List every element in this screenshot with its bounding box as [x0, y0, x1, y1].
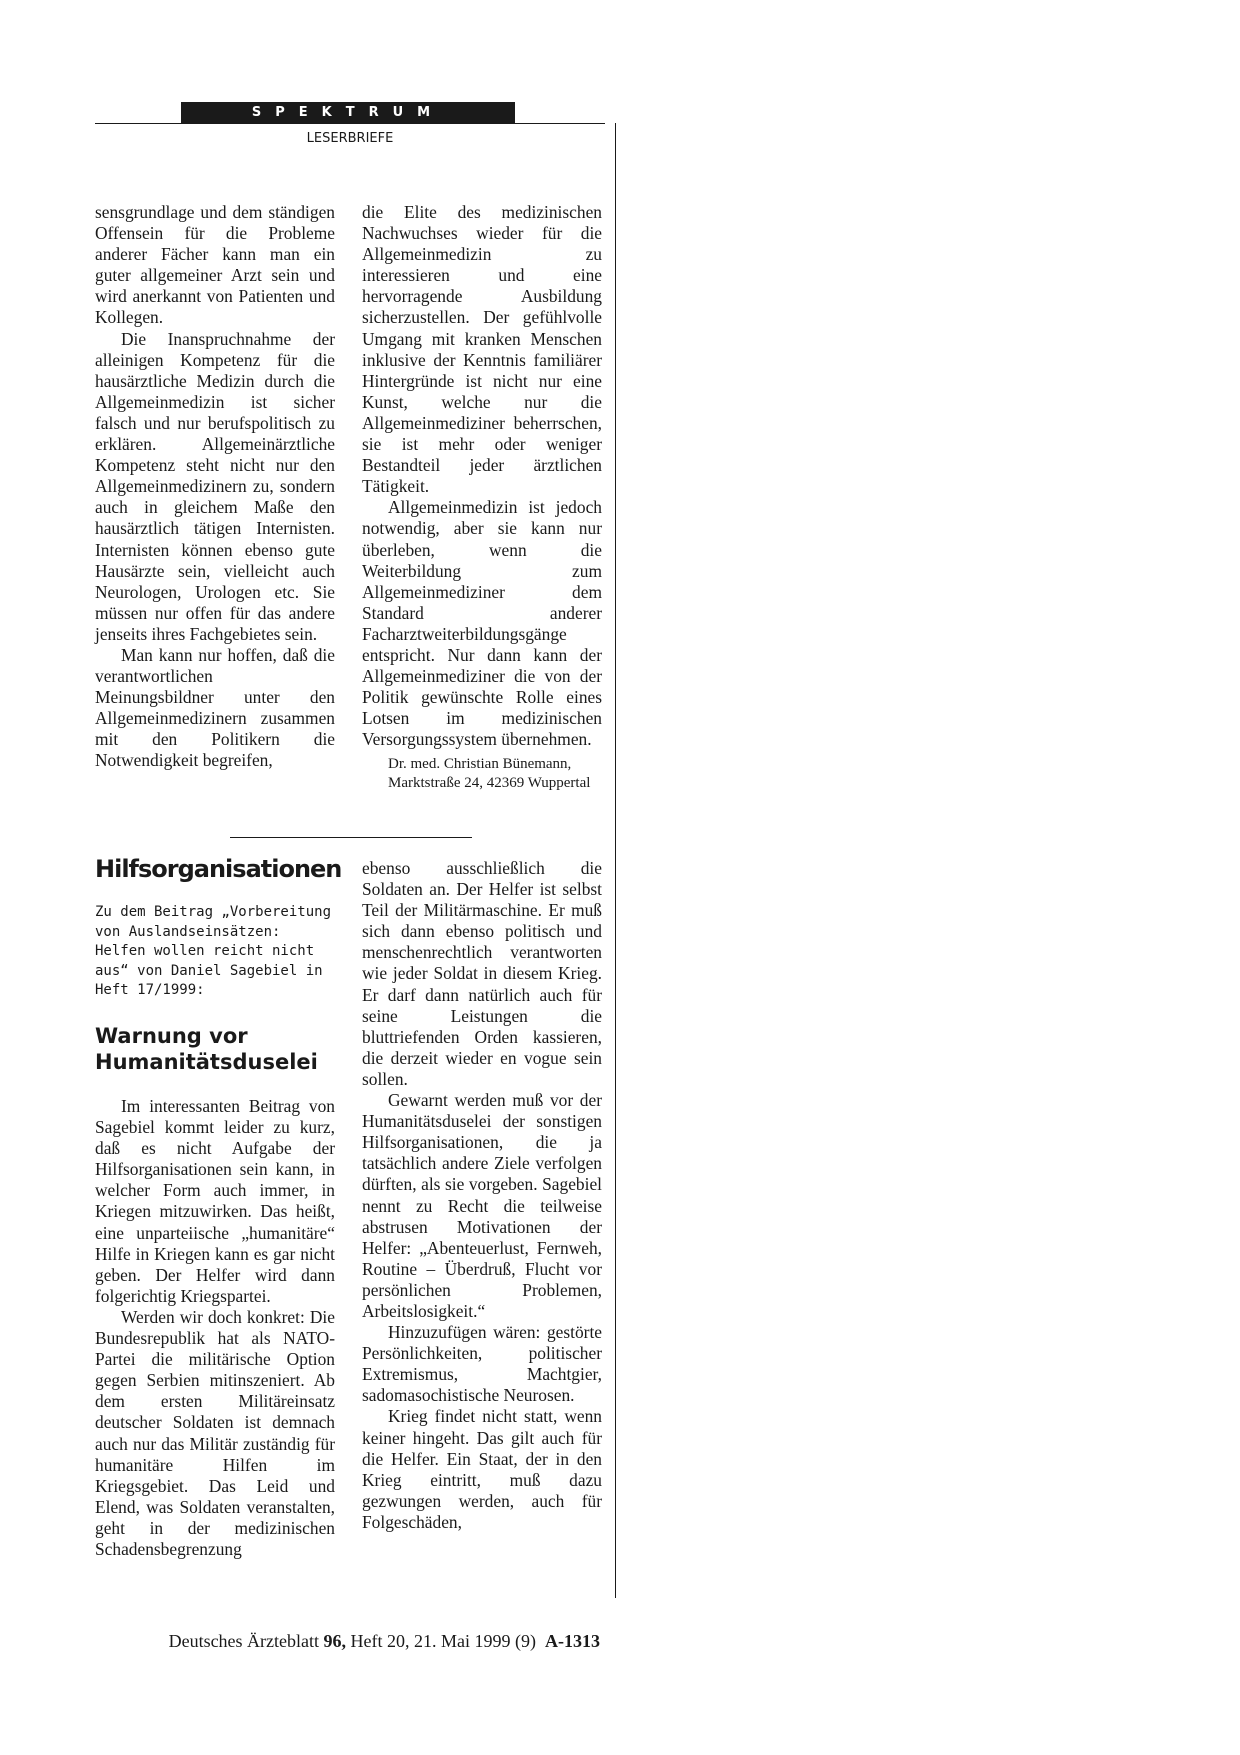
paragraph: Krieg findet nicht statt, wenn keiner hingeht. Das gilt auch für die Helfer. Ein Staat, der in den Krieg eintritt, muß dazu gezwungen werden, auch für Folgeschäden,: [362, 1406, 602, 1532]
paragraph: Man kann nur hoffen, daß die verantwortlichen Meinungsbildner unter den Allgemeinmedizinern zusammen mit den Politikern die Notwendigkeit begreifen,: [95, 644, 335, 771]
section-banner: [181, 102, 515, 123]
letter1-column-2: [362, 202, 602, 792]
paragraph: ebenso ausschließlich die Soldaten an. Der Helfer ist selbst Teil der Militärmaschine. Er muß sich dann ebenso politisch und menschenrechtlich verantworten wie jeder Soldat in diesem Krieg. Er darf dann natürlich auch für seine Leistungen die bluttriefenden Orden kassieren, die derzeit wieder en vogue sein sollen.: [362, 858, 602, 1089]
paragraph: die Elite des medizinischen Nachwuchses wieder für die Allgemeinmedizin zu interessieren und eine hervorragende Ausbildung sicherzustellen. Der gefühlvolle Umgang mit kranken Menschen inklusive der Kenntnis familiärer Hintergründe ist nicht nur eine Kunst, welche nur die Allgemeinmediziner beherrschen, sie ist mehr oder weniger Bestandteil jeder ärztlichen Tätigkeit.: [362, 202, 602, 497]
page-footer: [169, 1631, 600, 1652]
paragraph: Im interessanten Beitrag von Sagebiel kommt leider zu kurz, daß es nicht Aufgabe der Hilfsorganisationen sein kann, in welcher Form auch immer, in Kriegen mitzuwirken. Das heißt, eine unparteiische „humanitäre“ Hilfe in Kriegen kann es gar nicht geben. Der Helfer wird dann folgerichtig Kriegspartei.: [95, 1096, 335, 1306]
article-separator: [230, 837, 472, 838]
paragraph: Gewarnt werden muß vor der Humanitätsduselei der sonstigen Hilfsorganisationen, die ja tatsächlich andere Ziele verfolgen dürften, als sie vorgeben. Sagebiel nennt zu Recht die teilweise abstrusen Motivationen der Helfer: „Abenteuerlust, Fernweh, Routine – Überdruß, Flucht vor persönlichen Problemen, Arbeitslosigkeit.“: [362, 1090, 602, 1321]
page-number: A-1313: [545, 1631, 600, 1651]
letter-headline: Warnung vor Humanitätsduselei: [95, 1024, 318, 1074]
section-title: SPEKTRUM: [251, 105, 445, 120]
paragraph: Hinzuzufügen wären: gestörte Persönlichkeiten, politischer Extremismus, Machtgier, sadomasochistische Neurosen.: [362, 1322, 602, 1406]
topic-heading: Hilfsorganisationen: [95, 855, 342, 883]
letter1-signature: Dr. med. Christian Bünemann, Marktstraße 24, 42369 Wuppertal: [388, 756, 591, 791]
paragraph: Werden wir doch konkret: Die Bundesrepublik hat als NATO-Partei die militärische Option gegen Serbien mitinszeniert. Ab dem ersten Militäreinsatz deutscher Soldaten ist demnach auch nur das Militär zuständig für humanitäre Hilfen im Kriegsgebiet. Das Leid und Elend, was Soldaten veranstalten, geht in der medizinischen Schadensbegrenzung: [95, 1306, 335, 1559]
volume-number: 96,: [323, 1631, 347, 1651]
header-rule: [95, 123, 605, 124]
subsection-title: LESERBRIEFE: [306, 131, 394, 146]
paragraph: sensgrundlage und dem ständigen Offensein für die Probleme anderer Fächer kann man ein guter allgemeiner Arzt sein und wird anerkannt von Patienten und Kollegen.: [95, 202, 335, 328]
letter2-column-2: [362, 858, 602, 1533]
letter1-column-1: [95, 202, 335, 772]
column-divider: [615, 123, 616, 1598]
reference-note: Zu dem Beitrag „Vorbereitung von Auslandseinsätzen: Helfen wollen reicht nicht aus“ von Daniel Sagebiel in Heft 17/1999:: [95, 904, 332, 998]
paragraph: Die Inanspruchnahme der alleinigen Kompetenz für die hausärztliche Medizin durch die Allgemeinmedizin ist sicher falsch und nur berufspolitisch zu erklären. Allgemeinärztliche Kompetenz steht nicht nur den Allgemeinmedizinern zu, sondern auch in gleichem Maße den hausärztlich tätigen Internisten. Internisten können ebenso gute Hausärzte sein, vielleicht auch Neurologen, Urologen etc. Sie müssen nur offen für das andere jenseits ihres Fachgebietes sein.: [95, 328, 335, 644]
journal-name: Deutsches Ärzteblatt: [168, 1631, 320, 1651]
paragraph: Allgemeinmedizin ist jedoch notwendig, aber sie kann nur überleben, wenn die Weiterbildung zum Allgemeinmediziner dem Standard anderer Facharztweiterbildungsgänge entspricht. Nur dann kann der Allgemeinmediziner die von der Politik gewünschte Rolle eines Lotsen im medizinischen Versorgungssystem übernehmen.: [362, 497, 602, 750]
issue-info: Heft 20, 21. Mai 1999 (9): [350, 1631, 536, 1651]
letter2-column-1: [95, 1096, 335, 1560]
